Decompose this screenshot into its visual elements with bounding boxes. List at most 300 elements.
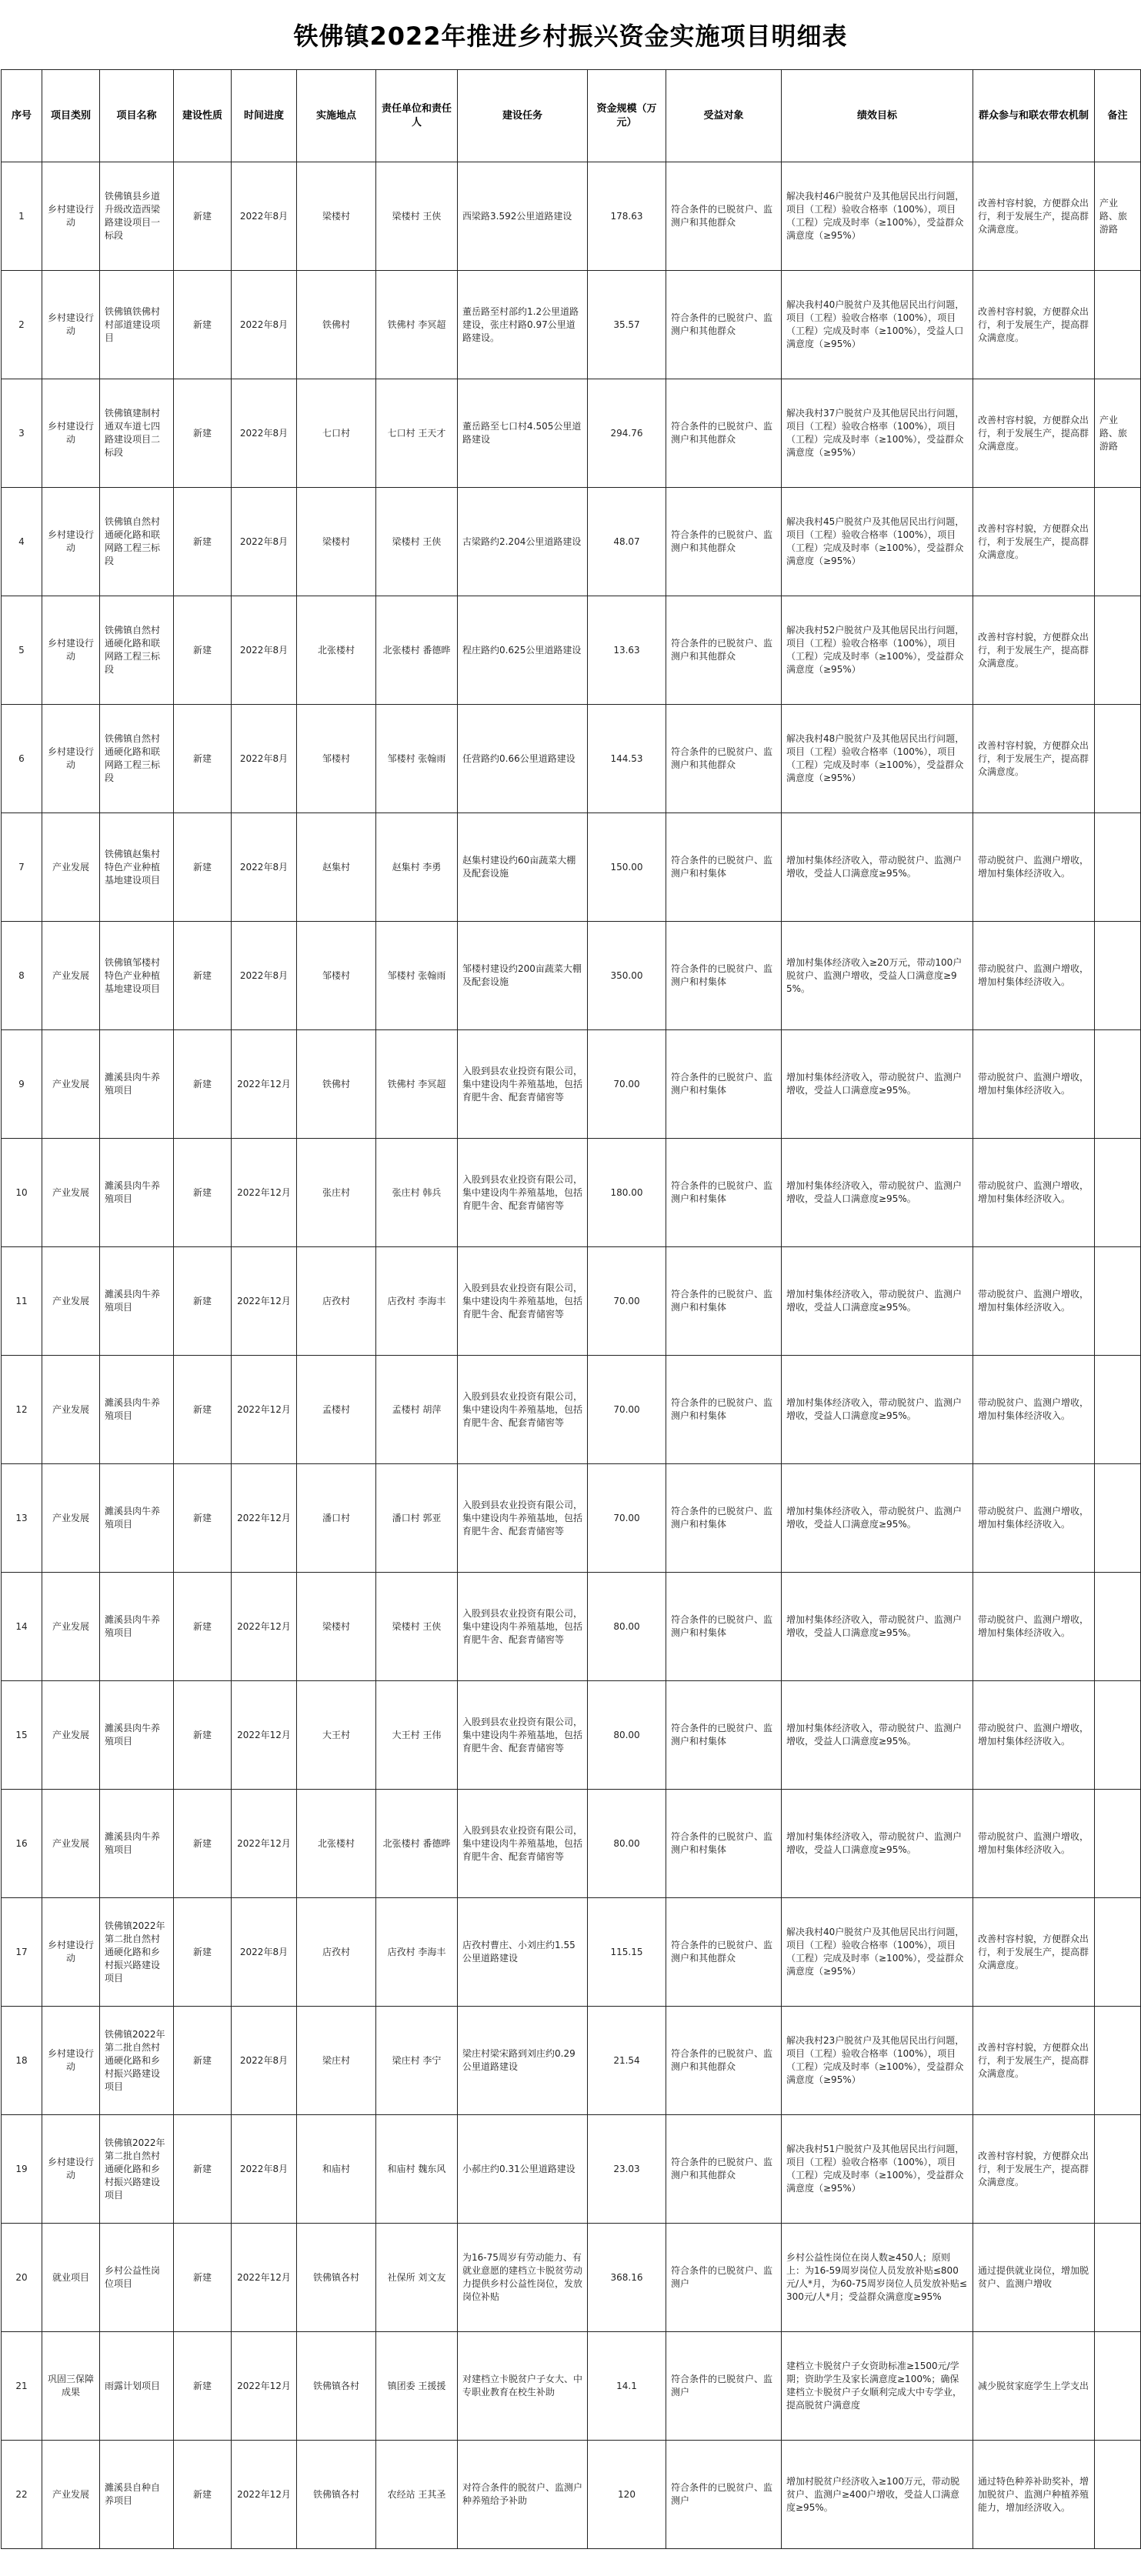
cell-beneficiaries: 符合条件的已脱贫户、监测户和其他群众 — [666, 2115, 782, 2224]
cell-name: 铁佛镇邹楼村特色产业种植基地建设项目 — [100, 922, 174, 1030]
cell-beneficiaries: 符合条件的已脱贫户、监测户 — [666, 2332, 782, 2441]
cell-schedule: 2022年12月 — [232, 2332, 297, 2441]
cell-seq: 20 — [2, 2224, 42, 2332]
cell-location: 七口村 — [297, 379, 376, 488]
cell-task: 董岳路至七口村4.505公里道路建设 — [458, 379, 588, 488]
project-table — [1, 69, 1141, 2549]
cell-goals: 增加村集体经济收入≥20万元，带动100户脱贫户、监测户增收，受益人口满意度≥95%。 — [782, 922, 973, 1030]
cell-mechanism: 改善村容村貌，方便群众出行，利于发展生产，提高群众满意度。 — [973, 2115, 1095, 2224]
cell-name: 濉溪县肉牛养殖项目 — [100, 1790, 174, 1898]
cell-mechanism: 通过特色种养补助奖补，增加脱贫户、监测户种植养殖能力，增加经济收入。 — [973, 2441, 1095, 2549]
cell-seq: 14 — [2, 1573, 42, 1681]
col-header-nature: 建设性质 — [174, 70, 232, 162]
cell-mechanism: 带动脱贫户、监测户增收，增加村集体经济收入。 — [973, 1573, 1095, 1681]
cell-goals: 增加村集体经济收入，带动脱贫户、监测户增收，受益人口满意度≥95%。 — [782, 1139, 973, 1247]
cell-responsible: 大王村 王伟 — [376, 1681, 458, 1790]
cell-funds: 294.76 — [588, 379, 666, 488]
cell-goals: 解决我村40户脱贫户及其他居民出行问题，项目（工程）验收合格率（100%），项目（工程）完成及时率（≥100%），受益人口满意度（≥95%） — [782, 271, 973, 379]
cell-remarks — [1095, 1139, 1141, 1247]
cell-responsible: 农经站 王其圣 — [376, 2441, 458, 2549]
cell-responsible: 北张楼村 番德晔 — [376, 596, 458, 705]
cell-nature: 新建 — [174, 1247, 232, 1356]
cell-schedule: 2022年8月 — [232, 271, 297, 379]
col-header-category: 项目类别 — [42, 70, 100, 162]
cell-beneficiaries: 符合条件的已脱贫户、监测户和其他群众 — [666, 162, 782, 271]
table-row — [2, 2441, 1141, 2549]
cell-responsible: 铁佛村 李冥超 — [376, 1030, 458, 1139]
cell-task: 对建档立卡脱贫户子女大、中专职业教育在校生补助 — [458, 2332, 588, 2441]
cell-funds: 80.00 — [588, 1790, 666, 1898]
cell-remarks — [1095, 1464, 1141, 1573]
cell-mechanism: 改善村容村貌，方便群众出行，利于发展生产，提高群众满意度。 — [973, 1898, 1095, 2007]
cell-remarks — [1095, 2441, 1141, 2549]
cell-nature: 新建 — [174, 922, 232, 1030]
cell-location: 梁楼村 — [297, 1573, 376, 1681]
cell-location: 邹楼村 — [297, 922, 376, 1030]
table-row — [2, 813, 1141, 922]
cell-goals: 增加村集体经济收入，带动脱贫户、监测户增收，受益人口满意度≥95%。 — [782, 813, 973, 922]
cell-funds: 21.54 — [588, 2007, 666, 2115]
cell-nature: 新建 — [174, 1139, 232, 1247]
cell-remarks — [1095, 1356, 1141, 1464]
cell-name: 濉溪县自种自养项目 — [100, 2441, 174, 2549]
cell-location: 铁佛镇各村 — [297, 2224, 376, 2332]
cell-location: 店孜村 — [297, 1247, 376, 1356]
cell-goals: 解决我村45户脱贫户及其他居民出行问题，项目（工程）验收合格率（100%），项目（工程）完成及时率（≥100%），受益群众满意度（≥95%） — [782, 488, 973, 596]
cell-nature: 新建 — [174, 1790, 232, 1898]
cell-funds: 350.00 — [588, 922, 666, 1030]
cell-category: 乡村建设行动 — [42, 596, 100, 705]
cell-task: 入股到县农业投资有限公司，集中建设肉牛养殖基地，包括育肥牛舍、配套青储窖等 — [458, 1464, 588, 1573]
cell-task: 入股到县农业投资有限公司，集中建设肉牛养殖基地，包括育肥牛舍、配套青储窖等 — [458, 1139, 588, 1247]
cell-mechanism: 带动脱贫户、监测户增收，增加村集体经济收入。 — [973, 1790, 1095, 1898]
cell-location: 北张楼村 — [297, 596, 376, 705]
table-row — [2, 162, 1141, 271]
table-header — [2, 70, 1141, 162]
col-header-task: 建设任务 — [458, 70, 588, 162]
cell-name: 铁佛镇赵集村特色产业种植基地建设项目 — [100, 813, 174, 922]
cell-goals: 增加村集体经济收入，带动脱贫户、监测户增收，受益人口满意度≥95%。 — [782, 1030, 973, 1139]
cell-goals: 解决我村37户脱贫户及其他居民出行问题，项目（工程）验收合格率（100%），项目（工程）完成及时率（≥100%），受益群众满意度（≥95%） — [782, 379, 973, 488]
cell-task: 入股到县农业投资有限公司，集中建设肉牛养殖基地，包括育肥牛舍、配套青储窖等 — [458, 1356, 588, 1464]
cell-beneficiaries: 符合条件的已脱贫户、监测户和其他群众 — [666, 1898, 782, 2007]
cell-goals: 增加村集体经济收入，带动脱贫户、监测户增收，受益人口满意度≥95%。 — [782, 1247, 973, 1356]
cell-schedule: 2022年8月 — [232, 705, 297, 813]
cell-responsible: 七口村 王天才 — [376, 379, 458, 488]
cell-category: 乡村建设行动 — [42, 162, 100, 271]
cell-mechanism: 带动脱贫户、监测户增收，增加村集体经济收入。 — [973, 1030, 1095, 1139]
cell-remarks — [1095, 705, 1141, 813]
cell-nature: 新建 — [174, 379, 232, 488]
cell-task: 梁庄村梁宋路到刘庄约0.29公里道路建设 — [458, 2007, 588, 2115]
cell-name: 铁佛镇铁佛村村部道建设项目 — [100, 271, 174, 379]
cell-location: 潘口村 — [297, 1464, 376, 1573]
cell-responsible: 铁佛村 李冥超 — [376, 271, 458, 379]
cell-funds: 14.1 — [588, 2332, 666, 2441]
cell-remarks — [1095, 1573, 1141, 1681]
cell-mechanism: 带动脱贫户、监测户增收，增加村集体经济收入。 — [973, 1139, 1095, 1247]
cell-responsible: 北张楼村 番德晔 — [376, 1790, 458, 1898]
cell-task: 入股到县农业投资有限公司，集中建设肉牛养殖基地，包括育肥牛舍、配套青储窖等 — [458, 1247, 588, 1356]
cell-category: 产业发展 — [42, 1139, 100, 1247]
cell-name: 濉溪县肉牛养殖项目 — [100, 1573, 174, 1681]
cell-category: 乡村建设行动 — [42, 271, 100, 379]
cell-beneficiaries: 符合条件的已脱贫户、监测户 — [666, 2224, 782, 2332]
header-row — [2, 70, 1141, 162]
col-header-mechanism: 群众参与和联农带农机制 — [973, 70, 1095, 162]
cell-name: 铁佛镇2022年第二批自然村通硬化路和乡村振兴路建设项目 — [100, 2007, 174, 2115]
cell-mechanism: 改善村容村貌，方便群众出行，利于发展生产，提高群众满意度。 — [973, 705, 1095, 813]
cell-funds: 35.57 — [588, 271, 666, 379]
table-row — [2, 2115, 1141, 2224]
cell-location: 大王村 — [297, 1681, 376, 1790]
cell-seq: 11 — [2, 1247, 42, 1356]
table-row — [2, 1139, 1141, 1247]
cell-funds: 80.00 — [588, 1573, 666, 1681]
cell-category: 乡村建设行动 — [42, 2115, 100, 2224]
table-row — [2, 922, 1141, 1030]
cell-beneficiaries: 符合条件的已脱贫户、监测户和村集体 — [666, 1139, 782, 1247]
cell-beneficiaries: 符合条件的已脱贫户、监测户和其他群众 — [666, 2007, 782, 2115]
cell-schedule: 2022年12月 — [232, 1247, 297, 1356]
cell-category: 就业项目 — [42, 2224, 100, 2332]
cell-responsible: 梁楼村 王侠 — [376, 1573, 458, 1681]
table-row — [2, 2224, 1141, 2332]
cell-schedule: 2022年12月 — [232, 1030, 297, 1139]
cell-remarks — [1095, 1247, 1141, 1356]
cell-nature: 新建 — [174, 2007, 232, 2115]
cell-location: 北张楼村 — [297, 1790, 376, 1898]
cell-name: 濉溪县肉牛养殖项目 — [100, 1139, 174, 1247]
col-header-location: 实施地点 — [297, 70, 376, 162]
cell-task: 店孜村曹庄、小刘庄约1.55公里道路建设 — [458, 1898, 588, 2007]
cell-beneficiaries: 符合条件的已脱贫户、监测户和村集体 — [666, 1464, 782, 1573]
table-row — [2, 1464, 1141, 1573]
cell-seq: 1 — [2, 162, 42, 271]
cell-schedule: 2022年8月 — [232, 922, 297, 1030]
cell-task: 赵集村建设约60亩蔬菜大棚及配套设施 — [458, 813, 588, 922]
table-row — [2, 379, 1141, 488]
cell-beneficiaries: 符合条件的已脱贫户、监测户和其他群众 — [666, 271, 782, 379]
cell-seq: 13 — [2, 1464, 42, 1573]
cell-remarks — [1095, 1898, 1141, 2007]
cell-seq: 8 — [2, 922, 42, 1030]
cell-seq: 4 — [2, 488, 42, 596]
cell-remarks — [1095, 2332, 1141, 2441]
cell-name: 铁佛镇2022年第二批自然村通硬化路和乡村振兴路建设项目 — [100, 1898, 174, 2007]
cell-schedule: 2022年8月 — [232, 1898, 297, 2007]
cell-seq: 5 — [2, 596, 42, 705]
cell-location: 铁佛镇各村 — [297, 2441, 376, 2549]
cell-beneficiaries: 符合条件的已脱贫户、监测户 — [666, 2441, 782, 2549]
cell-task: 入股到县农业投资有限公司，集中建设肉牛养殖基地，包括育肥牛舍、配套青储窖等 — [458, 1790, 588, 1898]
cell-beneficiaries: 符合条件的已脱贫户、监测户和村集体 — [666, 1573, 782, 1681]
cell-schedule: 2022年12月 — [232, 1139, 297, 1247]
cell-nature: 新建 — [174, 705, 232, 813]
cell-nature: 新建 — [174, 2441, 232, 2549]
cell-nature: 新建 — [174, 813, 232, 922]
cell-mechanism: 改善村容村貌，方便群众出行，利于发展生产，提高群众满意度。 — [973, 271, 1095, 379]
cell-funds: 80.00 — [588, 1681, 666, 1790]
cell-mechanism: 改善村容村貌，方便群众出行，利于发展生产，提高群众满意度。 — [973, 2007, 1095, 2115]
cell-remarks — [1095, 271, 1141, 379]
cell-seq: 17 — [2, 1898, 42, 2007]
col-header-goals: 绩效目标 — [782, 70, 973, 162]
cell-goals: 解决我村40户脱贫户及其他居民出行问题，项目（工程）验收合格率（100%），项目（工程）完成及时率（≥100%），受益群众满意度（≥95%） — [782, 1898, 973, 2007]
cell-goals: 解决我村48户脱贫户及其他居民出行问题，项目（工程）验收合格率（100%），项目（工程）完成及时率（≥100%），受益群众满意度（≥95%） — [782, 705, 973, 813]
cell-category: 乡村建设行动 — [42, 379, 100, 488]
cell-seq: 19 — [2, 2115, 42, 2224]
cell-schedule: 2022年8月 — [232, 813, 297, 922]
cell-nature: 新建 — [174, 1030, 232, 1139]
cell-location: 铁佛村 — [297, 1030, 376, 1139]
cell-schedule: 2022年8月 — [232, 2115, 297, 2224]
cell-nature: 新建 — [174, 2224, 232, 2332]
cell-seq: 21 — [2, 2332, 42, 2441]
cell-nature: 新建 — [174, 2115, 232, 2224]
cell-mechanism: 带动脱贫户、监测户增收，增加村集体经济收入。 — [973, 813, 1095, 922]
cell-goals: 解决我村46户脱贫户及其他居民出行问题，项目（工程）验收合格率（100%），项目（工程）完成及时率（≥100%），受益群众满意度（≥95%） — [782, 162, 973, 271]
cell-remarks: 产业路、旅游路 — [1095, 379, 1141, 488]
cell-location: 梁庄村 — [297, 2007, 376, 2115]
cell-schedule: 2022年8月 — [232, 162, 297, 271]
cell-task: 小郝庄约0.31公里道路建设 — [458, 2115, 588, 2224]
cell-task: 入股到县农业投资有限公司，集中建设肉牛养殖基地，包括育肥牛舍、配套青储窖等 — [458, 1030, 588, 1139]
cell-goals: 解决我村52户脱贫户及其他居民出行问题，项目（工程）验收合格率（100%），项目（工程）完成及时率（≥100%），受益群众满意度（≥95%） — [782, 596, 973, 705]
cell-beneficiaries: 符合条件的已脱贫户、监测户和其他群众 — [666, 488, 782, 596]
cell-category: 产业发展 — [42, 922, 100, 1030]
cell-task: 董岳路至村部约1.2公里道路建设，张庄村路0.97公里道路建设。 — [458, 271, 588, 379]
cell-responsible: 和庙村 魏东风 — [376, 2115, 458, 2224]
cell-name: 濉溪县肉牛养殖项目 — [100, 1356, 174, 1464]
cell-remarks — [1095, 922, 1141, 1030]
cell-funds: 180.00 — [588, 1139, 666, 1247]
cell-responsible: 张庄村 韩兵 — [376, 1139, 458, 1247]
cell-seq: 18 — [2, 2007, 42, 2115]
cell-schedule: 2022年12月 — [232, 2441, 297, 2549]
cell-remarks — [1095, 2115, 1141, 2224]
cell-location: 店孜村 — [297, 1898, 376, 2007]
col-header-responsible: 责任单位和责任人 — [376, 70, 458, 162]
cell-name: 铁佛镇自然村通硬化路和联网路工程三标段 — [100, 488, 174, 596]
cell-beneficiaries: 符合条件的已脱贫户、监测户和村集体 — [666, 813, 782, 922]
cell-nature: 新建 — [174, 162, 232, 271]
cell-location: 邹楼村 — [297, 705, 376, 813]
cell-name: 濉溪县肉牛养殖项目 — [100, 1030, 174, 1139]
cell-name: 铁佛镇建制村通双车道七四路建设项目二标段 — [100, 379, 174, 488]
cell-remarks — [1095, 488, 1141, 596]
cell-nature: 新建 — [174, 1898, 232, 2007]
col-header-beneficiaries: 受益对象 — [666, 70, 782, 162]
cell-remarks — [1095, 813, 1141, 922]
table-row — [2, 2332, 1141, 2441]
cell-task: 对符合条件的脱贫户、监测户种养殖给予补助 — [458, 2441, 588, 2549]
cell-mechanism: 带动脱贫户、监测户增收，增加村集体经济收入。 — [973, 1681, 1095, 1790]
cell-seq: 16 — [2, 1790, 42, 1898]
cell-schedule: 2022年12月 — [232, 1573, 297, 1681]
cell-nature: 新建 — [174, 488, 232, 596]
cell-funds: 70.00 — [588, 1030, 666, 1139]
cell-task: 西梁路3.592公里道路建设 — [458, 162, 588, 271]
cell-mechanism: 减少脱贫家庭学生上学支出 — [973, 2332, 1095, 2441]
table-row — [2, 596, 1141, 705]
cell-task: 入股到县农业投资有限公司，集中建设肉牛养殖基地，包括育肥牛舍、配套青储窖等 — [458, 1573, 588, 1681]
cell-category: 产业发展 — [42, 2441, 100, 2549]
cell-beneficiaries: 符合条件的已脱贫户、监测户和村集体 — [666, 922, 782, 1030]
cell-schedule: 2022年12月 — [232, 1681, 297, 1790]
cell-location: 铁佛镇各村 — [297, 2332, 376, 2441]
cell-seq: 6 — [2, 705, 42, 813]
cell-goals: 增加村集体经济收入，带动脱贫户、监测户增收，受益人口满意度≥95%。 — [782, 1681, 973, 1790]
cell-schedule: 2022年12月 — [232, 1464, 297, 1573]
cell-nature: 新建 — [174, 1681, 232, 1790]
cell-funds: 368.16 — [588, 2224, 666, 2332]
cell-funds: 70.00 — [588, 1464, 666, 1573]
cell-seq: 3 — [2, 379, 42, 488]
cell-category: 产业发展 — [42, 1681, 100, 1790]
table-row — [2, 1898, 1141, 2007]
cell-location: 铁佛村 — [297, 271, 376, 379]
table-body — [2, 162, 1141, 2549]
cell-responsible: 镇团委 王援援 — [376, 2332, 458, 2441]
cell-funds: 13.63 — [588, 596, 666, 705]
col-header-schedule: 时间进度 — [232, 70, 297, 162]
cell-mechanism: 带动脱贫户、监测户增收，增加村集体经济收入。 — [973, 1464, 1095, 1573]
cell-task: 程庄路约0.625公里道路建设 — [458, 596, 588, 705]
cell-category: 乡村建设行动 — [42, 2007, 100, 2115]
cell-responsible: 潘口村 郭亚 — [376, 1464, 458, 1573]
cell-seq: 9 — [2, 1030, 42, 1139]
cell-remarks — [1095, 1681, 1141, 1790]
cell-category: 产业发展 — [42, 1790, 100, 1898]
cell-seq: 15 — [2, 1681, 42, 1790]
cell-remarks — [1095, 1030, 1141, 1139]
cell-responsible: 赵集村 李勇 — [376, 813, 458, 922]
cell-location: 张庄村 — [297, 1139, 376, 1247]
cell-schedule: 2022年12月 — [232, 2224, 297, 2332]
table-row — [2, 2007, 1141, 2115]
cell-funds: 150.00 — [588, 813, 666, 922]
cell-remarks — [1095, 2007, 1141, 2115]
table-row — [2, 1681, 1141, 1790]
cell-category: 产业发展 — [42, 1030, 100, 1139]
cell-task: 邹楼村建设约200亩蔬菜大棚及配套设施 — [458, 922, 588, 1030]
cell-seq: 22 — [2, 2441, 42, 2549]
cell-responsible: 店孜村 李海丰 — [376, 1247, 458, 1356]
cell-location: 赵集村 — [297, 813, 376, 922]
cell-name: 濉溪县肉牛养殖项目 — [100, 1681, 174, 1790]
cell-beneficiaries: 符合条件的已脱贫户、监测户和其他群众 — [666, 379, 782, 488]
cell-funds: 120 — [588, 2441, 666, 2549]
col-header-funds: 资金规模（万元） — [588, 70, 666, 162]
cell-beneficiaries: 符合条件的已脱贫户、监测户和村集体 — [666, 1681, 782, 1790]
cell-schedule: 2022年8月 — [232, 2007, 297, 2115]
cell-location: 梁楼村 — [297, 488, 376, 596]
cell-goals: 建档立卡脱贫户子女资助标准≥1500元/学期；资助学生及家长满意度≥100%；确保建档立卡脱贫户子女顺利完成大中专学业，提高脱贫户满意度 — [782, 2332, 973, 2441]
cell-task: 为16-75周岁有劳动能力、有就业意愿的建档立卡脱贫劳动力提供乡村公益性岗位，发放岗位补贴 — [458, 2224, 588, 2332]
cell-beneficiaries: 符合条件的已脱贫户、监测户和村集体 — [666, 1790, 782, 1898]
cell-responsible: 梁庄村 李宁 — [376, 2007, 458, 2115]
cell-category: 产业发展 — [42, 813, 100, 922]
cell-name: 濉溪县肉牛养殖项目 — [100, 1464, 174, 1573]
cell-nature: 新建 — [174, 1573, 232, 1681]
cell-nature: 新建 — [174, 596, 232, 705]
cell-beneficiaries: 符合条件的已脱贫户、监测户和其他群众 — [666, 596, 782, 705]
cell-schedule: 2022年8月 — [232, 596, 297, 705]
cell-beneficiaries: 符合条件的已脱贫户、监测户和其他群众 — [666, 705, 782, 813]
cell-task: 入股到县农业投资有限公司，集中建设肉牛养殖基地，包括育肥牛舍、配套青储窖等 — [458, 1681, 588, 1790]
table-row — [2, 705, 1141, 813]
cell-responsible: 邹楼村 张翰雨 — [376, 705, 458, 813]
cell-responsible: 邹楼村 张翰雨 — [376, 922, 458, 1030]
cell-schedule: 2022年12月 — [232, 1790, 297, 1898]
cell-schedule: 2022年8月 — [232, 379, 297, 488]
cell-funds: 115.15 — [588, 1898, 666, 2007]
cell-location: 和庙村 — [297, 2115, 376, 2224]
table-row — [2, 271, 1141, 379]
cell-goals: 增加村集体经济收入，带动脱贫户、监测户增收，受益人口满意度≥95%。 — [782, 1356, 973, 1464]
cell-remarks — [1095, 1790, 1141, 1898]
cell-beneficiaries: 符合条件的已脱贫户、监测户和村集体 — [666, 1356, 782, 1464]
cell-location: 梁楼村 — [297, 162, 376, 271]
cell-name: 铁佛镇县乡道升级改造西梁路建设项目一标段 — [100, 162, 174, 271]
cell-category: 巩固三保障成果 — [42, 2332, 100, 2441]
col-header-seq: 序号 — [2, 70, 42, 162]
cell-funds: 48.07 — [588, 488, 666, 596]
cell-goals: 解决我村51户脱贫户及其他居民出行问题，项目（工程）验收合格率（100%），项目（工程）完成及时率（≥100%），受益群众满意度（≥95%） — [782, 2115, 973, 2224]
cell-responsible: 社保所 刘文友 — [376, 2224, 458, 2332]
cell-remarks: 产业路、旅游路 — [1095, 162, 1141, 271]
cell-mechanism: 带动脱贫户、监测户增收，增加村集体经济收入。 — [973, 1247, 1095, 1356]
cell-name: 濉溪县肉牛养殖项目 — [100, 1247, 174, 1356]
cell-seq: 10 — [2, 1139, 42, 1247]
cell-category: 产业发展 — [42, 1356, 100, 1464]
cell-beneficiaries: 符合条件的已脱贫户、监测户和村集体 — [666, 1247, 782, 1356]
cell-name: 雨露计划项目 — [100, 2332, 174, 2441]
cell-schedule: 2022年12月 — [232, 1356, 297, 1464]
cell-name: 乡村公益性岗位项目 — [100, 2224, 174, 2332]
table-row — [2, 1247, 1141, 1356]
cell-funds: 23.03 — [588, 2115, 666, 2224]
cell-mechanism: 带动脱贫户、监测户增收，增加村集体经济收入。 — [973, 922, 1095, 1030]
cell-goals: 增加村集体经济收入，带动脱贫户、监测户增收，受益人口满意度≥95%。 — [782, 1790, 973, 1898]
cell-funds: 178.63 — [588, 162, 666, 271]
cell-mechanism: 通过提供就业岗位，增加脱贫户、监测户增收 — [973, 2224, 1095, 2332]
cell-goals: 乡村公益性岗位在岗人数≥450人；原则上：为16-59周岁岗位人员发放补贴≤800元/人*月，为60-75周岁岗位人员发放补贴≤300元/人*月；受益群众满意度≥95% — [782, 2224, 973, 2332]
table-row — [2, 1030, 1141, 1139]
cell-seq: 2 — [2, 271, 42, 379]
cell-name: 铁佛镇2022年第二批自然村通硬化路和乡村振兴路建设项目 — [100, 2115, 174, 2224]
cell-nature: 新建 — [174, 271, 232, 379]
page-title: 铁佛镇2022年推进乡村振兴资金实施项目明细表 — [293, 22, 848, 51]
cell-location: 孟楼村 — [297, 1356, 376, 1464]
cell-category: 产业发展 — [42, 1573, 100, 1681]
cell-responsible: 孟楼村 胡萍 — [376, 1356, 458, 1464]
cell-mechanism: 改善村容村貌，方便群众出行，利于发展生产，提高群众满意度。 — [973, 488, 1095, 596]
cell-mechanism: 改善村容村貌，方便群众出行，利于发展生产，提高群众满意度。 — [973, 162, 1095, 271]
cell-category: 产业发展 — [42, 1464, 100, 1573]
cell-nature: 新建 — [174, 2332, 232, 2441]
cell-goals: 增加村集体经济收入，带动脱贫户、监测户增收，受益人口满意度≥95%。 — [782, 1573, 973, 1681]
cell-seq: 7 — [2, 813, 42, 922]
cell-category: 产业发展 — [42, 1247, 100, 1356]
cell-goals: 解决我村23户脱贫户及其他居民出行问题，项目（工程）验收合格率（100%），项目（工程）完成及时率（≥100%），受益群众满意度（≥95%） — [782, 2007, 973, 2115]
table-row — [2, 488, 1141, 596]
cell-beneficiaries: 符合条件的已脱贫户、监测户和村集体 — [666, 1030, 782, 1139]
col-header-remarks: 备注 — [1095, 70, 1141, 162]
table-row — [2, 1573, 1141, 1681]
cell-responsible: 店孜村 李海丰 — [376, 1898, 458, 2007]
